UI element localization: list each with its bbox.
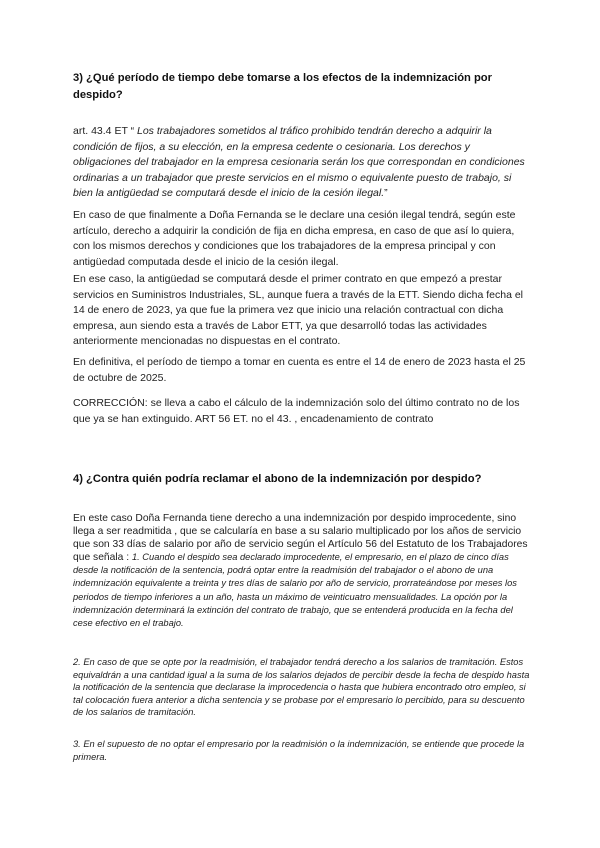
section-4-heading: 4) ¿Contra quién podría reclamar el abono de la indemnización por despido? (73, 473, 482, 485)
article-56-point-2: 2. En caso de que se opte por la readmisión, el trabajador tendrá derecho a los salarios de tramitación. Estos equivaldrán a una cantidad igual a la suma de los salarios dejados de percibir desde la fecha de despido hasta la notificación de la sentencia que declarase la improcedencia o hasta que hubiera encontrado otro empleo, si tal colocación fuera anterior a dicha sentencia y se probase por el empresario lo percibido, para su descuento de los salarios de tramitación. (73, 657, 530, 717)
section-3-heading: 3) ¿Qué período de tiempo debe tomarse a los efectos de la indemnización por despido? (73, 72, 492, 101)
article-56-point-3: 3. En el supuesto de no optar el empresario por la readmisión o la indemnización, se entiende que procede la primera. (73, 739, 525, 762)
quote-reference: art. 43.4 ET “ (73, 125, 137, 137)
article-43-quote (73, 124, 531, 202)
article-56-point-1: 1. Cuando el despido sea declarado improcedente, el empresario, en el plazo de cinco días desde la notificación de la sentencia, podrá optar entre la readmisión del trabajador o el abono de una indemnización equivalente a treinta y tres días de salario por año de servicio, prorrateándose por meses los periodos de tiempo inferiores a un año, hasta un máximo de veinticuatro mensualidades. La opción por la indemnización determinará la extinción del contrato de trabajo, que se entenderá producida en la fecha del cese efectivo en el trabajo. (73, 552, 517, 628)
paragraph-periodo: En definitiva, el período de tiempo a tomar en cuenta es entre el 14 de enero de 2023 hasta el 25 de octubre de 2025. (73, 356, 526, 384)
quote-text: Los trabajadores sometidos al tráfico prohibido tendrán derecho a adquirir la condición de fijos, a su elección, en la empresa cedente o cesionaria. Los derechos y obligaciones del trabajador en la empresa cesionaria serán los que correspondan en condiciones ordinarias a un trabajador que preste servicios en el mismo o equivalente puesto de trabajo, si bien la antigüedad se computará desde el inicio de la cesión ilegal. (73, 125, 525, 200)
quote-close: ” (384, 187, 388, 200)
indemnizacion-text: En este caso Doña Fernanda tiene derecho a una indemnización por despido improcedente, sino llega a ser readmitida , que se calcularía en base a su salario multiplicado por los años de servicio que son 33 días de salario por año de servicio según el Artículo 56 del Estatuto de los Trabajadores que señala : (73, 513, 528, 564)
paragraph-indemnizacion (73, 512, 531, 630)
paragraph-antiguedad: En ese caso, la antigüedad se computará desde el primer contrato en que empezó a prestar servicios en Suministros Industriales, SL, aunque fuera a través de la ETT. Siendo dicha fecha el 14 de enero de 2023, ya que fue la primera vez que inicio una relación contractual con dicha empresa, aun siendo esta a través de Labor ETT, ya que desarrolló todas las actividades anteriormente mencionadas no dispuestas en el contrato. (73, 273, 523, 348)
paragraph-correccion: CORRECCIÓN: se lleva a cabo el cálculo de la indemnización solo del último contrato no de los que ya se han extinguido. ART 56 ET. no el 43. , encadenamiento de contrato (73, 397, 520, 425)
paragraph-cesion-ilegal: En caso de que finalmente a Doña Fernanda se le declare una cesión ilegal tendrá, según este artículo, derecho a adquirir la condición de fija en dicha empresa, en caso de que así lo quiera, con los mismos derechos y condiciones que los trabajadores de la empresa principal y con antigüedad computada desde el inicio de la cesión ilegal. (73, 209, 516, 268)
